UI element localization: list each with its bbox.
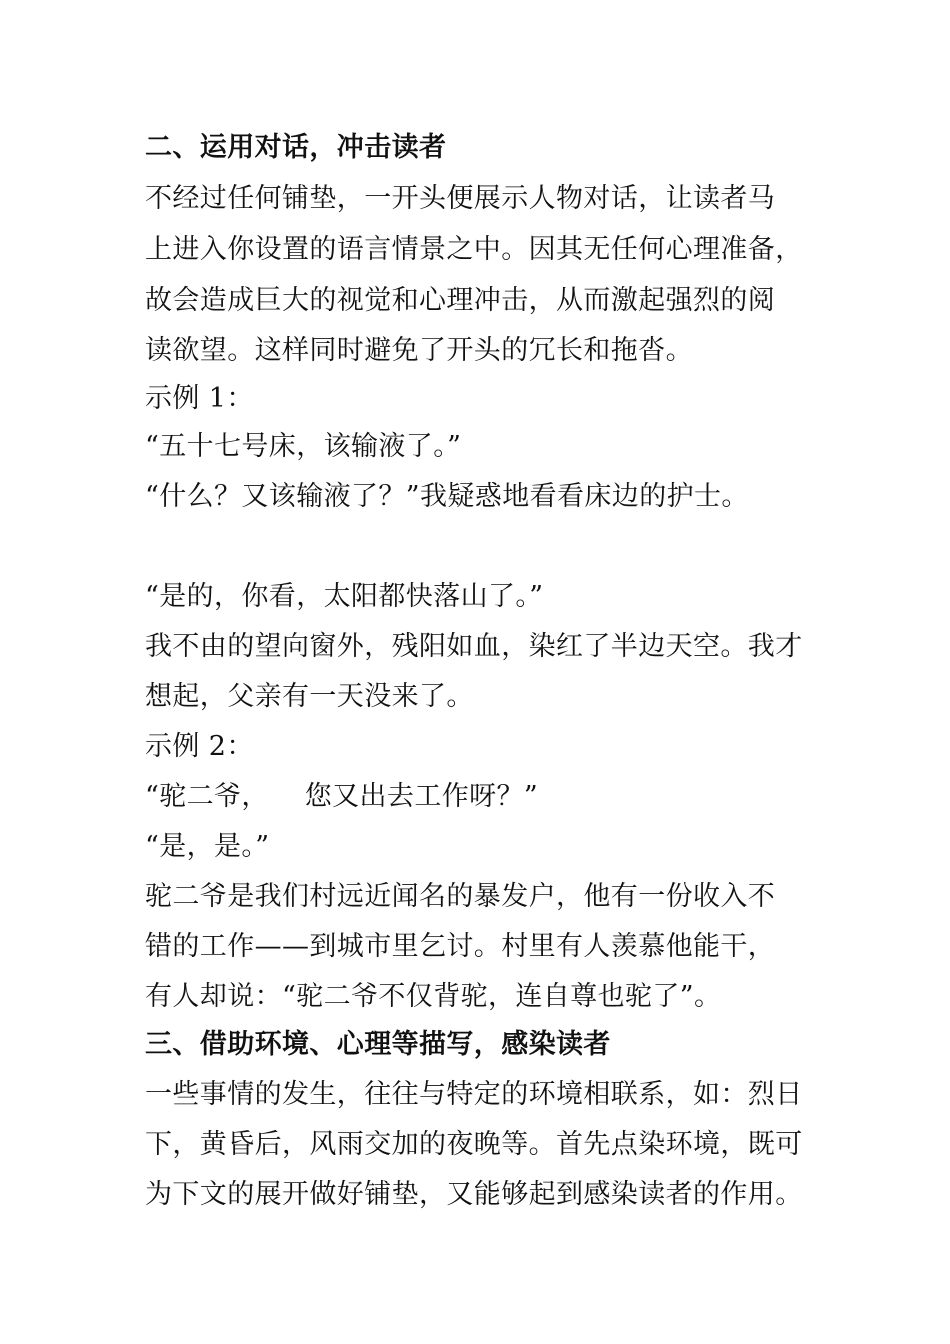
dialogue-line: “五十七号床，该输液了。” xyxy=(145,431,462,462)
paragraph-line: 一些事情的发生，往往与特定的环境相联系，如：烈日 xyxy=(145,1079,803,1110)
paragraph-line: 有人却说：“驼二爷不仅背驼，连自尊也驼了”。 xyxy=(145,981,722,1012)
paragraph-line: 我不由的望向窗外，残阳如血，染红了半边天空。我才 xyxy=(145,631,803,662)
example-label: 示例 2： xyxy=(145,731,254,762)
example-label: 示例 1： xyxy=(145,383,254,414)
section-heading-dialogue: 二、运用对话，冲击读者 xyxy=(145,132,447,163)
paragraph-line: 读欲望。这样同时避免了开头的冗长和拖沓。 xyxy=(145,335,693,366)
paragraph-line: 为下文的展开做好铺垫，又能够起到感染读者的作用。 xyxy=(145,1179,803,1210)
dialogue-line: “是，是。” xyxy=(145,831,270,862)
paragraph-line: 上进入你设置的语言情景之中。因其无任何心理准备， xyxy=(145,234,803,265)
paragraph-line: 故会造成巨大的视觉和心理冲击，从而激起强烈的阅 xyxy=(145,285,776,316)
dialogue-line: “驼二爷， 您又出去工作呀？” xyxy=(145,781,539,812)
paragraph-line: 下，黄昏后，风雨交加的夜晚等。首先点染环境，既可 xyxy=(145,1129,803,1160)
paragraph-line: 错的工作——到城市里乞讨。村里有人羡慕他能干， xyxy=(145,931,776,962)
paragraph-line: 驼二爷是我们村远近闻名的暴发户，他有一份收入不 xyxy=(145,881,776,912)
dialogue-line: “什么？又该输液了？”我疑惑地看看床边的护士。 xyxy=(145,481,749,512)
paragraph-line: 不经过任何铺垫，一开头便展示人物对话，让读者马 xyxy=(145,183,776,214)
section-heading-environment: 三、借助环境、心理等描写，感染读者 xyxy=(145,1029,611,1060)
dialogue-line: “是的，你看，太阳都快落山了。” xyxy=(145,581,544,612)
paragraph-line: 想起，父亲有一天没来了。 xyxy=(145,681,474,712)
